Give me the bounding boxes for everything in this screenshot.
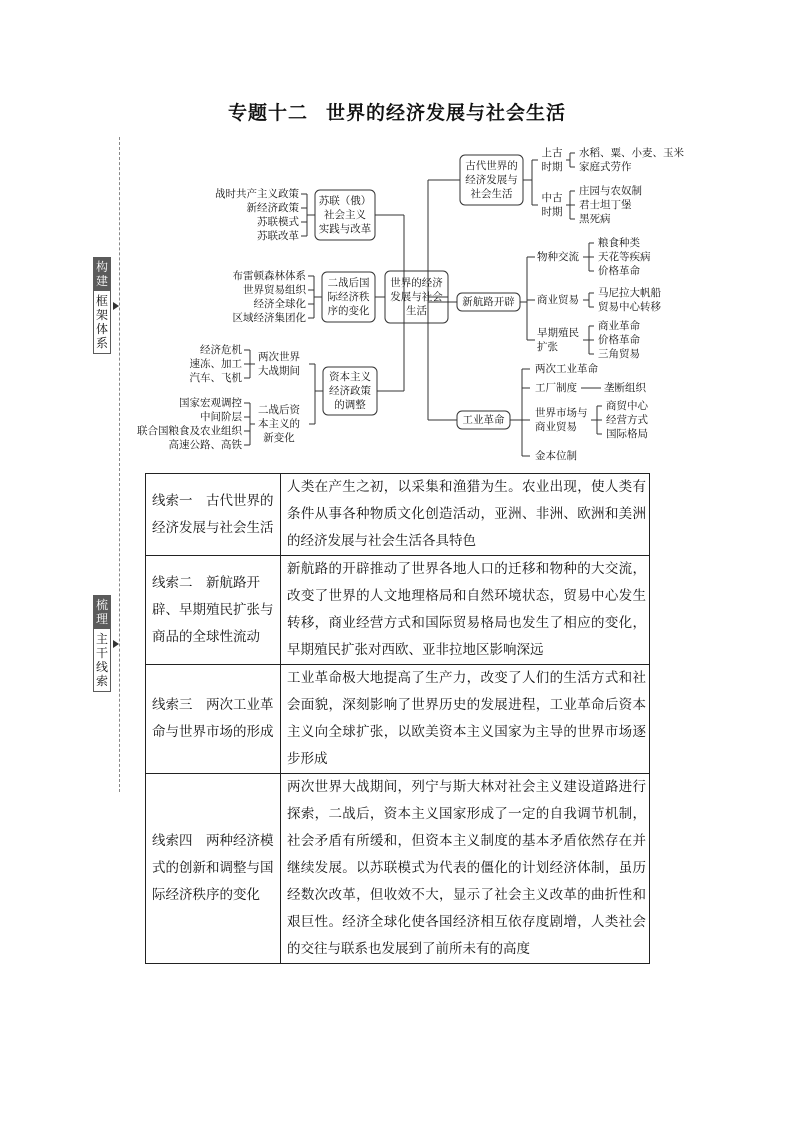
branch-item: 经济全球化 (253, 298, 306, 310)
clue-text: 人类在产生之初，以采集和渔猎为生。农业出现，使人类有条件从事各种物质文化创造活动，亚洲、非洲、欧洲和美洲的经济发展与社会生活各具特色 (281, 474, 650, 556)
center-box-text: 世界的经济 (390, 277, 443, 289)
branch-item: 世界贸易组织 (243, 284, 306, 296)
sub-item: 贸易中心转移 (598, 301, 661, 313)
branch-box-text: 序的变化 (327, 305, 370, 317)
side-tab-clues-bottom: 主干线索 (93, 629, 111, 692)
sub-label: 时期 (541, 161, 563, 173)
sub-item: 联合国粮食及农业组织 (137, 425, 242, 437)
branch-box-text: 社会主义 (324, 209, 366, 221)
framework-diagram (0, 0, 794, 470)
sub-label: 商业贸易 (537, 294, 579, 306)
sub-item: 中间阶层 (200, 411, 242, 423)
clue-key: 线索三 两次工业革命与世界市场的形成 (146, 665, 281, 774)
sub-item: 汽车、飞机 (189, 372, 242, 384)
clue-key: 线索四 两种经济模式的创新和调整与国际经济秩序的变化 (146, 774, 281, 964)
sub-label: 早期殖民 (537, 327, 579, 339)
branch-box-text: 古代世界的 (465, 160, 518, 172)
branch-box-text: 二战后国 (327, 277, 370, 289)
branch-item: 苏联改革 (257, 230, 299, 242)
clue-row (146, 665, 650, 774)
sub-label: 物种交流 (537, 251, 579, 263)
branch-item: 新经济政策 (246, 202, 299, 214)
sub-label: 上古 (541, 147, 563, 159)
sub-label: 时期 (541, 206, 563, 218)
clue-text: 工业革命极大地提高了生产力，改变了人们的生活方式和社会面貌，深刻影响了世界历史的发展进程，工业革命后资本主义向全球扩张，以欧美资本主义国家为主导的世界市场逐步形成 (281, 665, 650, 774)
clue-row (146, 774, 650, 964)
sub-item: 家庭式劳作 (579, 161, 632, 173)
sub-item: 国家宏观调控 (179, 397, 242, 409)
side-tab-clues (93, 595, 111, 692)
sub-item: 粮食种类 (598, 237, 640, 249)
sub-item: 三角贸易 (598, 348, 640, 360)
sub-item: 商业革命 (598, 320, 640, 332)
side-tab-clues-top: 梳理 (93, 595, 111, 629)
sub-label: 工厂制度 (535, 382, 577, 394)
sub-item: 黑死病 (579, 213, 611, 225)
clue-text: 新航路的开辟推动了世界各地人口的迁移和物种的大交流，改变了世界的人文地理格局和自然环境状态，贸易中心发生转移，商业经营方式和国际贸易格局也发生了相应的变化，早期殖民扩张对西欧、亚非拉地区影响深远 (281, 556, 650, 665)
branch-box-text: 苏联（俄） (318, 195, 372, 207)
sub-box-text: 二战后资 (258, 404, 300, 416)
sub-label: 中古 (541, 192, 563, 204)
arrow-right-icon (113, 640, 119, 648)
branch-box-text: 际经济秩 (327, 291, 370, 303)
branch-box-text: 工业革命 (462, 414, 505, 426)
sub-item: 水稻、粟、小麦、玉米 (579, 147, 684, 159)
sub-label: 世界市场与 (535, 407, 588, 419)
clue-row (146, 474, 650, 556)
branch-item: 布雷顿森林体系 (232, 270, 306, 282)
branch-box-text: 经济政策 (329, 385, 371, 397)
side-tab-framework-bottom: 框架体系 (93, 291, 111, 354)
clue-key: 线索一 古代世界的经济发展与社会生活 (146, 474, 281, 556)
sub-label: 两次工业革命 (535, 363, 598, 375)
sub-item: 商贸中心 (606, 400, 648, 412)
sub-item: 价格革命 (598, 334, 640, 346)
sub-item: 国际格局 (606, 428, 648, 440)
branch-item: 区域经济集团化 (232, 312, 306, 324)
sub-item: 经营方式 (606, 414, 648, 426)
sub-label: 金本位制 (535, 450, 577, 462)
sub-item: 速冻、加工 (189, 358, 242, 370)
side-tab-framework-top: 构建 (93, 257, 111, 291)
sub-item: 垄断组织 (604, 382, 646, 394)
sub-item: 君士坦丁堡 (579, 199, 632, 211)
title-sub: 世界的经济发展与社会生活 (326, 102, 567, 124)
branch-box-text: 资本主义 (329, 371, 371, 383)
center-box-text: 生活 (406, 305, 427, 317)
branch-box-text: 社会生活 (470, 188, 513, 200)
sub-item: 高速公路、高铁 (168, 439, 242, 451)
sub-box-text: 新变化 (263, 432, 295, 444)
sub-item: 马尼拉大帆船 (598, 287, 661, 299)
sub-item: 天花等疾病 (598, 251, 651, 263)
sub-box-text: 本主义的 (258, 418, 300, 430)
sub-item: 价格革命 (598, 265, 640, 277)
sub-label: 扩张 (537, 341, 558, 353)
branch-box-text: 新航路开辟 (462, 296, 515, 308)
clue-row (146, 556, 650, 665)
branch-box-text: 的调整 (334, 399, 366, 411)
branch-box-text: 经济发展与 (465, 174, 518, 186)
clue-key: 线索二 新航路开辟、早期殖民扩张与商品的全球性流动 (146, 556, 281, 665)
clue-text: 两次世界大战期间，列宁与斯大林对社会主义建设道路进行探索，二战后，资本主义国家形成了一定的自我调节机制，社会矛盾有所缓和，但资本主义制度的基本矛盾依然存在并继续发展。以苏联模式为代表的僵化的计划经济体制，虽历经数次改革，但收效不大，显示了社会主义改革的曲折性和艰巨性。经济全球化使各国经济相互依存度剧增，人类社会的交往与联系也发展到了前所未有的高度 (281, 774, 650, 964)
sub-label: 商业贸易 (535, 421, 577, 433)
title-main: 专题十二 (227, 102, 308, 124)
branch-item: 苏联模式 (257, 216, 299, 228)
sub-box-text: 大战期间 (258, 365, 300, 377)
sub-item: 庄园与农奴制 (579, 185, 642, 197)
branch-box-text: 实践与改革 (318, 223, 372, 235)
clue-table (145, 473, 650, 964)
sub-item: 经济危机 (200, 344, 242, 356)
center-box-text: 发展与社会 (390, 291, 443, 303)
sub-box-text: 两次世界 (258, 351, 300, 363)
branch-item: 战时共产主义政策 (215, 188, 299, 200)
